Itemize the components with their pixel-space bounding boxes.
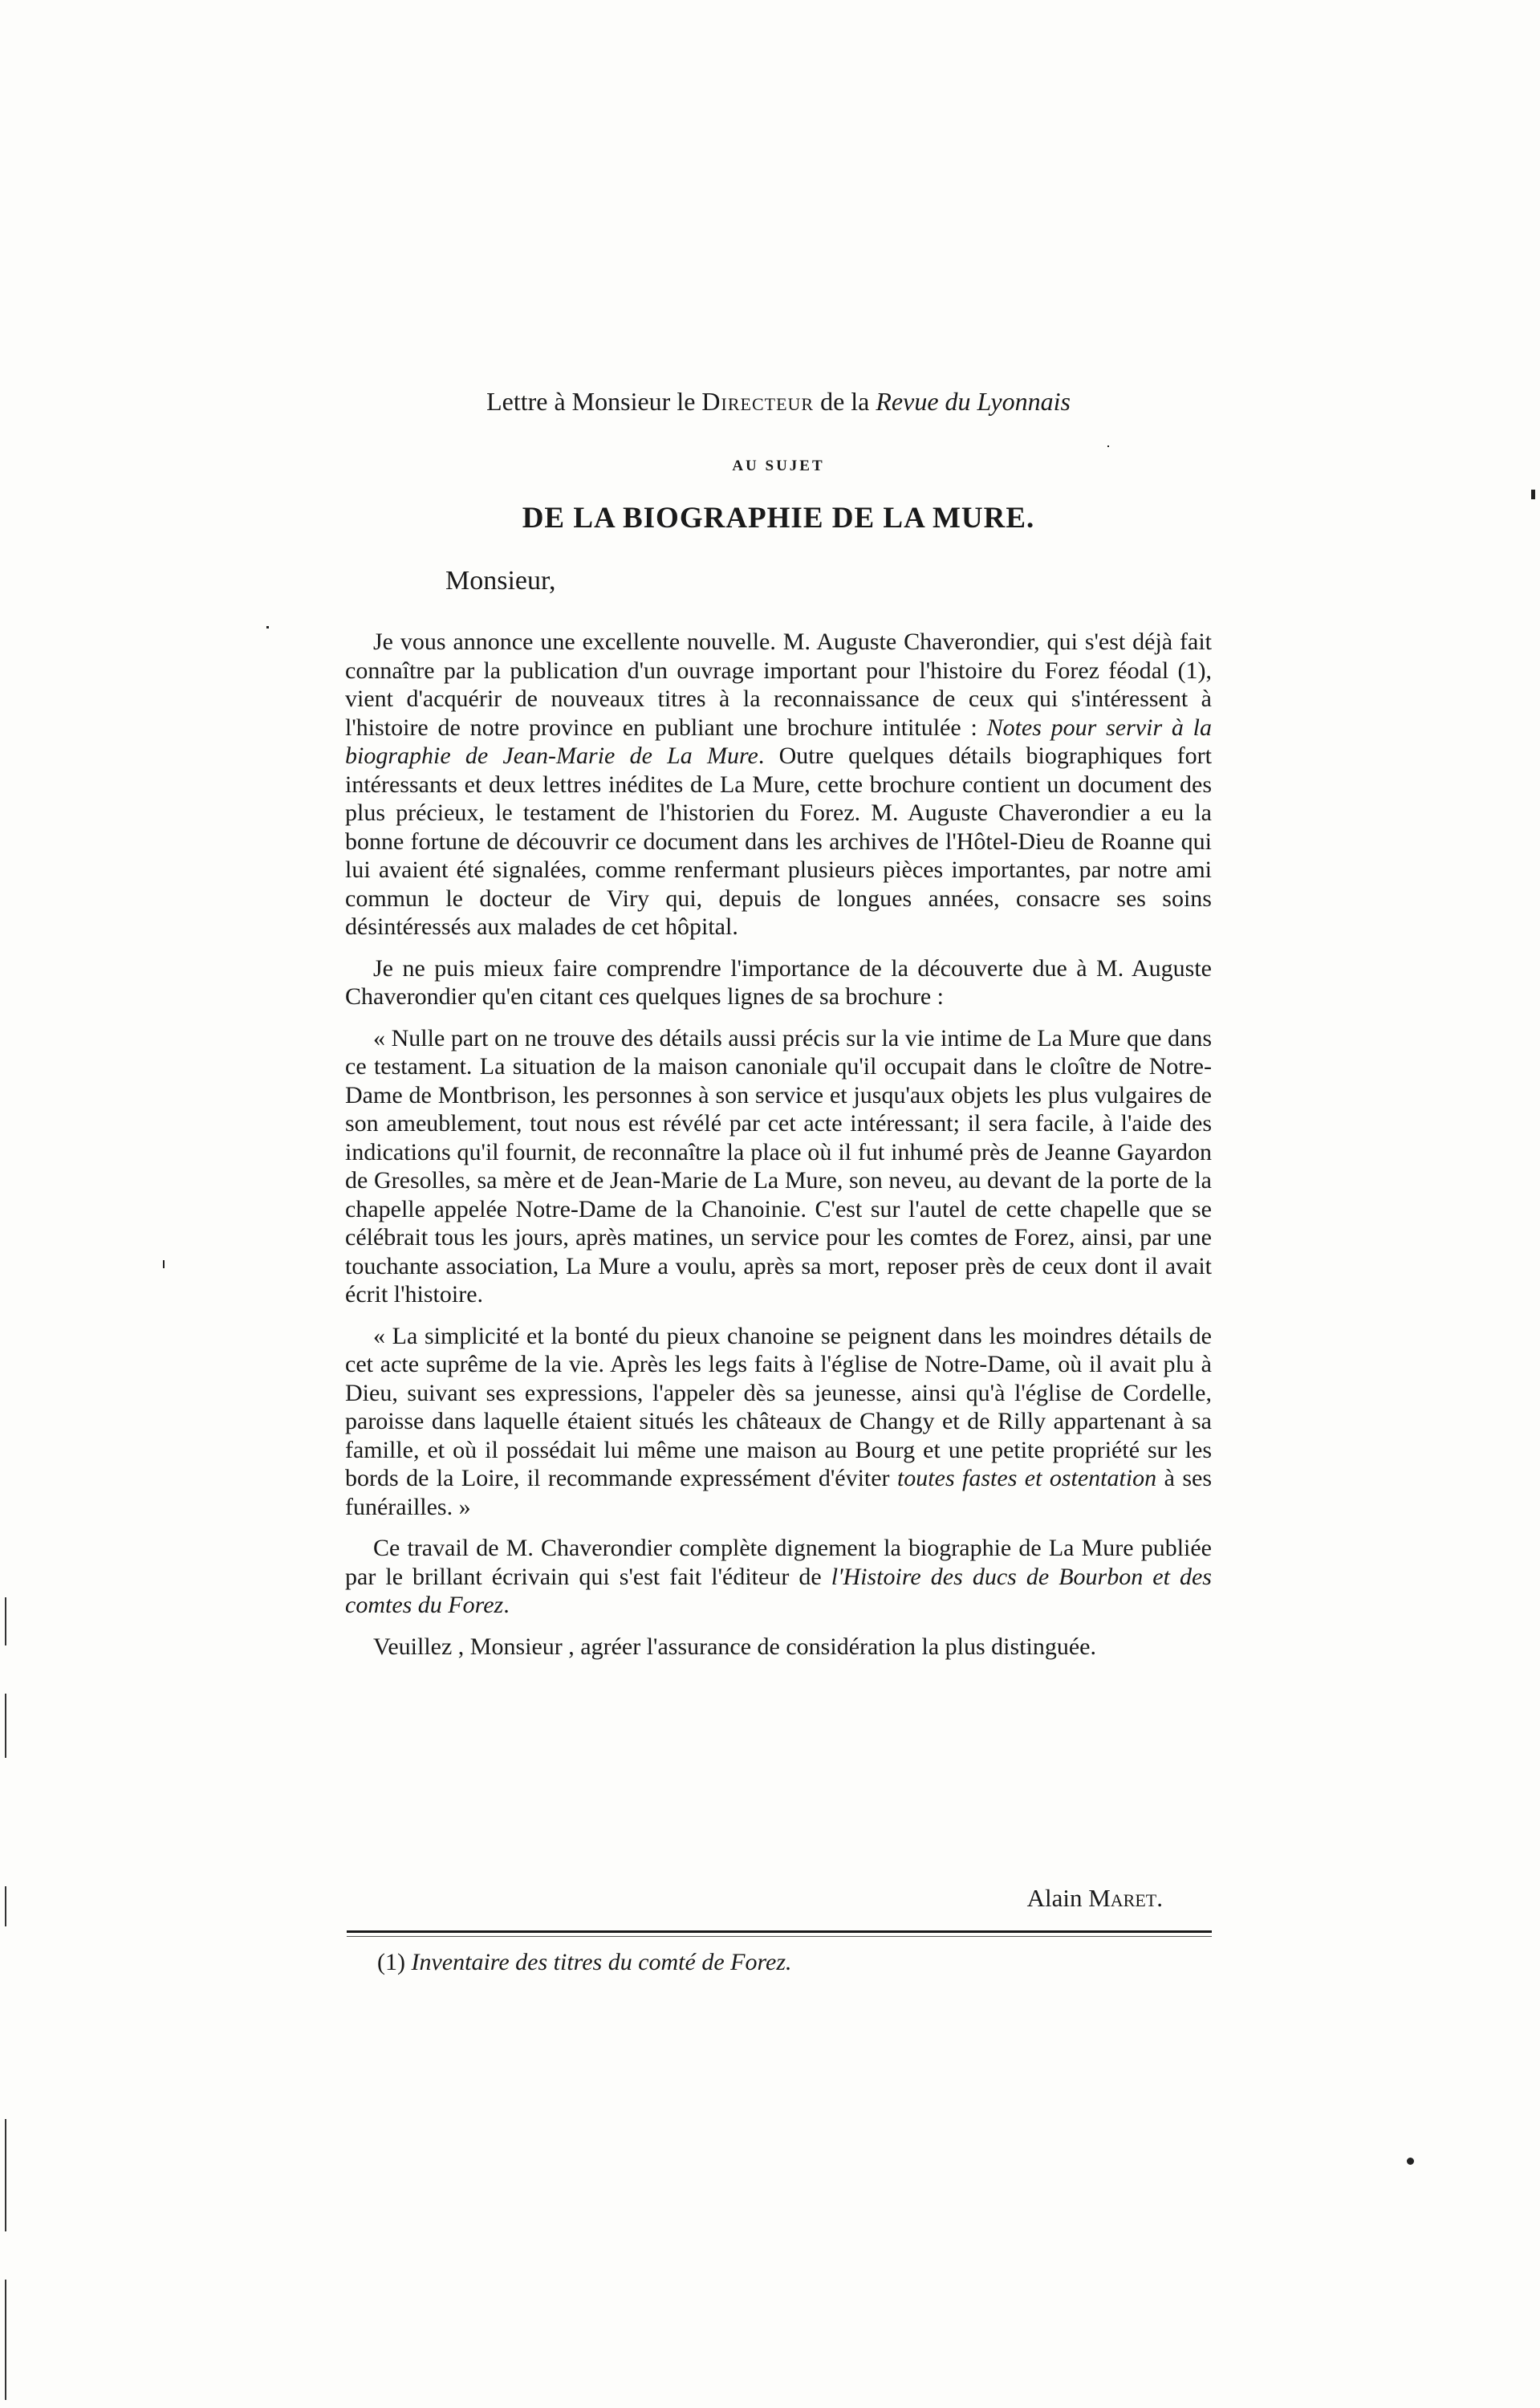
paragraph-4-text-a: « La simplicité et la bonté du pieux chanoine se peignent dans les moindres détails de cet acte suprême de la vie. Après les legs faits à l'église de Notre-Dame, où il avait plu à Dieu, suivant ses expressions, l'appeler dès sa jeunesse, ainsi qu'à l'église de Cordelle, paroisse dans laquelle étaient situés les châteaux de Changy et de Rilly appartenant à sa famille, et où il possédait lui même une maison au Bourg et une petite propriété sur les bords de la Loire, il recommande expressément d'éviter [345, 1322, 1212, 1491]
salutation: Monsieur, [445, 566, 556, 596]
paragraph-4-quote [345, 1322, 1212, 1522]
footnote-rule [347, 1930, 1212, 1933]
signature-period: . [1156, 1884, 1163, 1912]
title-prefix: Lettre à Monsieur le [486, 387, 702, 416]
footnote [377, 1949, 792, 1976]
paragraph-3-quote: « Nulle part on ne trouve des détails aussi précis sur la vie intime de La Mure que dans ce testament. La situation de la maison canoniale qu'il occupait dans le cloître de Notre-Dame de Montbrison, les personnes à son service et jusqu'aux objets les plus vulgaires de son ameublement, tout nous est révélé par cet acte intéressant; il sera facile, à l'aide des indications qu'il fournit, de reconnaître la place où il fut inhumé près de Jeanne Gayardon de Gresolles, sa mère et de Jean-Marie de La Mure, son neveu, au devant de la porte de la chapelle appelée Notre-Dame de la Chanoinie. C'est sur l'autel de cette chapelle que se célébrait tous les jours, après matines, un service pour les comtes de Forez, ainsi, par une touchante association, La Mure a voulu, après sa mort, reposer près de ceux dont il avait écrit l'histoire. [345, 1024, 1212, 1308]
scan-speck [1107, 445, 1109, 447]
scan-speck [1531, 490, 1535, 499]
paragraph-5 [345, 1534, 1212, 1620]
paragraph-5-italic: l'Histoire des ducs de Bourbon et des comtes du Forez [345, 1563, 1212, 1618]
margin-scan-line [5, 1886, 6, 1926]
title-journal: Revue du Lyonnais [876, 387, 1071, 416]
paragraph-5-text-b: . [503, 1592, 510, 1618]
paragraph-2: Je ne puis mieux faire comprendre l'importance de la découverte due à M. Auguste Chaverondier qu'en citant ces quelques lignes de sa brochure : [345, 954, 1212, 1010]
paragraph-1-text-b: . Outre quelques détails biographiques fort intéressants et deux lettres inédites de La Mure, cette brochure contient un document des plus précieux, le testament de l'historien du Forez. M. Auguste Chaverondier a eu la bonne fortune de découvrir ce document dans les archives de l'Hôtel-Dieu de Roanne qui lui avaient été signalées, comme renfermant plusieurs pièces importantes, par notre ami commun le docteur de Viry qui, depuis de longues années, consacre ses soins désintéressés aux malades de cet hôpital. [345, 742, 1212, 940]
paragraph-4-italic: toutes fastes et ostentation [896, 1465, 1157, 1491]
letter-title [345, 387, 1212, 417]
margin-scan-line [5, 2280, 6, 2400]
scan-speck [163, 1260, 165, 1268]
paragraph-5-text-a: Ce travail de M. Chaverondier complète dignement la biographie de La Mure publiée par le brillant écrivain qui s'est fait l'éditeur de [345, 1535, 1212, 1590]
footnote-text: Inventaire des titres du comté de Forez. [411, 1949, 792, 1975]
signature-first-name: Alain [1026, 1884, 1089, 1912]
title-mid: de la [814, 387, 876, 416]
paragraph-1-text-a: Je vous annonce une excellente nouvelle. M. Auguste Chaverondier, qui s'est déjà fait connaître par la publication d'un ouvrage important pour l'histoire du Forez féodal (1), vient d'acquérir de nouveaux titres à la reconnaissance de ceux qui s'intéressent à l'histoire de notre province en publiant une brochure intitulée : [345, 628, 1212, 741]
scan-speck [1407, 2158, 1414, 2165]
margin-scan-line [5, 1597, 6, 1645]
title-recipient: Directeur [701, 387, 815, 416]
subtitle-main: DE LA BIOGRAPHIE DE LA MURE. [522, 502, 1035, 535]
paragraph-6-closing: Veuillez , Monsieur , agréer l'assurance de considération la plus distinguée. [373, 1633, 1096, 1660]
subtitle-au-sujet: AU SUJET [732, 458, 825, 474]
margin-scan-line [5, 1694, 6, 1758]
margin-scan-line [5, 2119, 6, 2231]
footnote-rule-thin [347, 1936, 1212, 1937]
footnote-number: (1) [377, 1949, 412, 1975]
paragraph-1-italic: Notes pour servir à la biographie de Jean-Marie de La Mure [345, 714, 1213, 769]
letter-body [345, 628, 1212, 1674]
paragraph-1 [345, 628, 1212, 942]
scan-speck [266, 626, 269, 628]
signature [1027, 1884, 1163, 1913]
signature-last-name: Maret [1088, 1884, 1157, 1912]
paragraph-4-text-b: à ses funérailles. » [345, 1465, 1212, 1520]
